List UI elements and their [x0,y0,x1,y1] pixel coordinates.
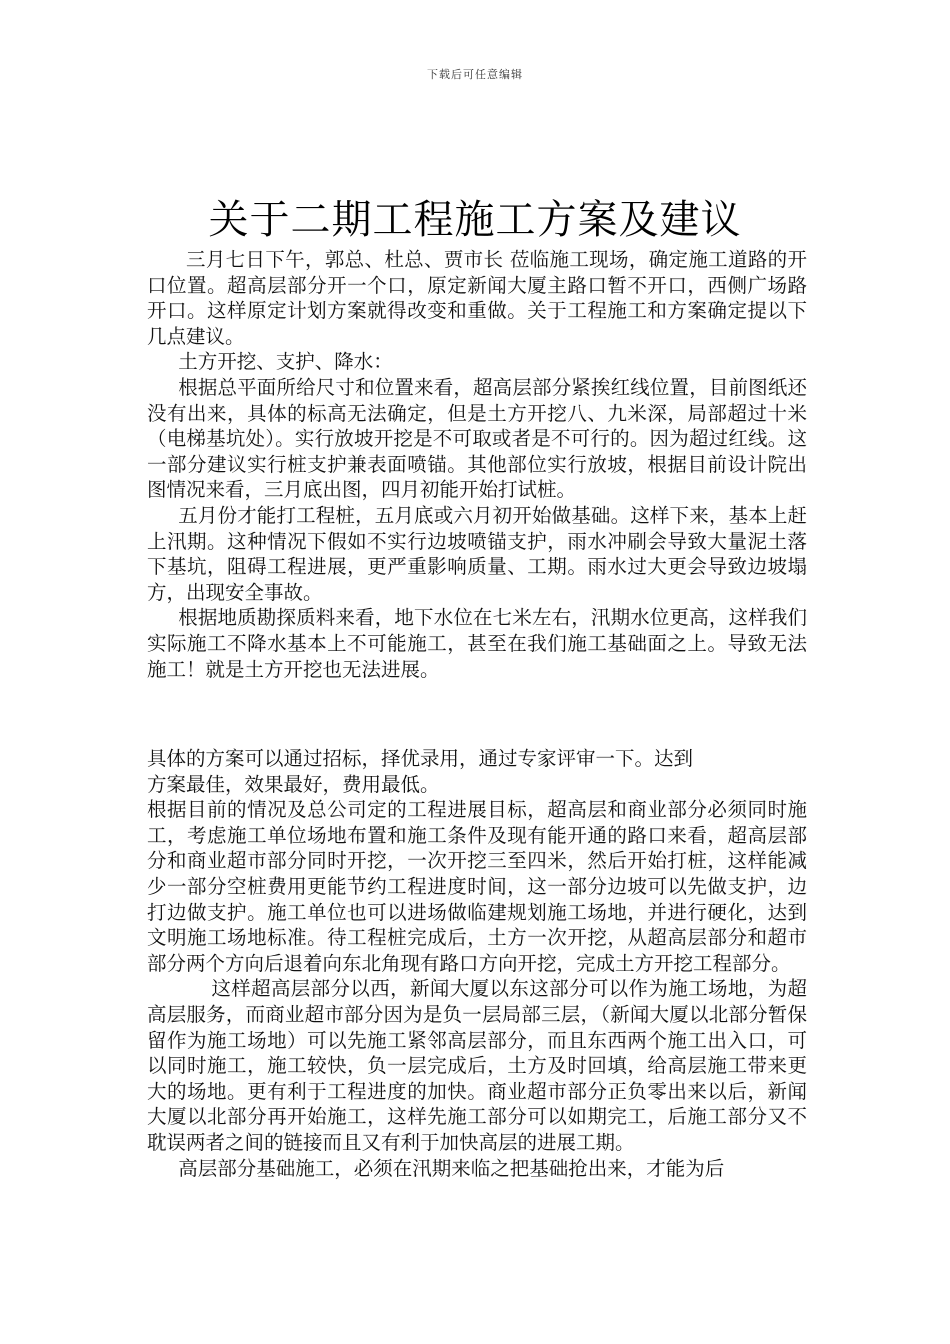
paragraph-simultaneous-construction: 根据目前的情况及总公司定的工程进展目标，超高层和商业部分必须同时施工，考虑施工单位场地布置和施工条件及现有能开通的路口来看，超高层部分和商业超市部分同时开挖，一次开挖三至四米，然后开始打桩，这样能减少一部分空桩费用更能节约工程进度时间，这一部分边坡可以先做支护，边打边做支护。施工单位也可以进场做临建规划施工场地，并进行硬化，达到文明施工场地标准。待工程桩完成后，土方一次开挖，从超高层部分和超市部分两个方向后退着向东北角现有路口方向开挖，完成土方开挖工程部分。 [147,798,807,975]
header-note: 下载后可任意编辑 [427,68,523,81]
paragraph-tender-line1: 具体的方案可以通过招标，择优录用，通过专家评审一下。达到 [147,747,694,770]
paragraph-site-visit: 三月七日下午，郭总、杜总、贾市长 莅临施工现场，确定施工道路的开口位置。超高层部分开一个口，原定新闻大厦主路口暂不开口，西侧广场路开口。这样原定计划方案就得改变和重做。关于工程施工和方案确定提以下几点建议。 [147,248,807,348]
paragraph-earthwork-support: 根据总平面所给尺寸和位置来看，超高层部分紧挨红线位置，目前图纸还没有出来，具体的标高无法确定，但是土方开挖八、九米深，局部超过十米（电梯基坑处）。实行放坡开挖是不可取或者是不可行的。因为超过红线。这一部分建议实行桩支护兼表面喷锚。其他部位实行放坡，根据目前设计院出图情况来看，三月底出图，四月初能开始打试桩。 [147,375,807,502]
subheading-earthwork: 土方开挖、支护、降水： [178,350,393,374]
section-construction-plan [147,746,807,1181]
document-title: 关于二期工程施工方案及建议 [208,197,742,243]
paragraph-rainy-season: 五月份才能打工程桩，五月底或六月初开始做基础。这样下来，基本上赶上汛期。这种情况下假如不实行边坡喷锚支护，雨水冲刷会导致大量泥土落下基坑，阻碍工程进展，更严重影响质量、工期。雨水过大更会导致边坡塌方，出现安全事故。 [147,503,807,604]
paragraph-tender-line2: 方案最佳，效果最好，费用最低。 [147,772,440,796]
section-site-access [147,247,807,682]
paragraph-site-layout: 这样超高层部分以西，新闻大厦以东这部分可以作为施工场地，为超高层服务，而商业超市部分因为是负一层局部三层，（新闻大厦以北部分暂保留作为施工场地）可以先施工紧邻高层部分，而且东西两个施工出入口，可以同时施工，施工较快，负一层完成后，土方及时回填，给高层施工带来更大的场地。更有利于工程进度的加快。商业超市部分正负零出来以后，新闻大厦以北部分再开始施工，这样先施工部分可以如期完工，后施工部分又不耽误两者之间的链接而且又有利于加快高层的进展工期。 [147,977,807,1154]
paragraph-foundation-deadline: 高层部分基础施工，必须在汛期来临之把基础抢出来，才能为后 [178,1156,725,1180]
paragraph-groundwater: 根据地质勘探质料来看，地下水位在七米左右，汛期水位更高，这样我们实际施工不降水基本上不可能施工，甚至在我们施工基础面之上。导致无法施工！就是土方开挖也无法进展。 [147,606,807,681]
